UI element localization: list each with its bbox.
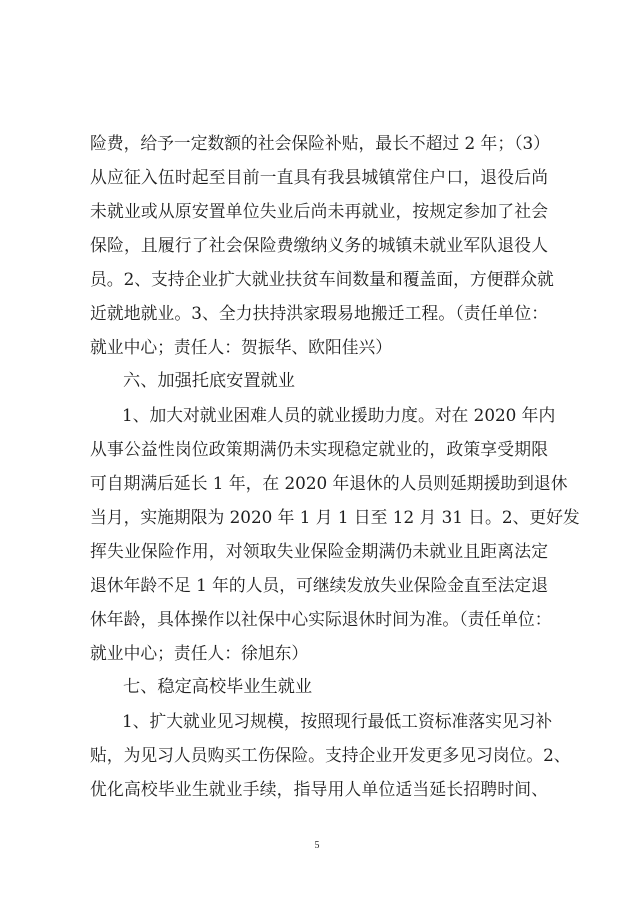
document-body: [90, 126, 580, 806]
text-line: 优化高校毕业生就业手续，指导用人单位适当延长招聘时间、: [90, 779, 548, 799]
text-line: 休年龄，具体操作以社保中心实际退休时间为准。（责任单位：: [90, 609, 552, 629]
text-line: 近就地就业。3、全力扶持洪家瑕易地搬迁工程。（责任单位：: [90, 303, 548, 323]
text-line: 退休年龄不足 1 年的人员，可继续发放失业保险金直至法定退: [90, 575, 548, 595]
text-line: 从事公益性岗位政策期满仍未实现稳定就业的，政策享受期限: [90, 439, 548, 459]
text-line: 员。2、支持企业扩大就业扶贫车间数量和覆盖面，方便群众就: [90, 269, 554, 289]
text-line: 1、扩大就业见习规模，按照现行最低工资标准落实见习补: [122, 711, 553, 731]
text-line: 险费，给予一定数额的社会保险补贴，最长不超过 2 年；（3）: [90, 133, 550, 153]
text-line: 未就业或从原安置单位失业后尚未再就业，按规定参加了社会: [90, 201, 548, 221]
text-line: 贴，为见习人员购买工伤保险。支持企业开发更多见习岗位。2、: [90, 745, 571, 765]
section5-paragraph: [90, 126, 554, 364]
text-line: 可自期满后延长 1 年，在 2020 年退休的人员则延期援助到退休: [90, 473, 568, 493]
text-line: 就业中心；责任人：徐旭东）: [90, 643, 309, 663]
text-line: 就业中心；责任人：贺振华、欧阳佳兴）: [90, 337, 393, 357]
text-line: 当月，实施期限为 2020 年 1 月 1 日至 12 月 31 日。2、更好发: [90, 507, 580, 527]
text-line: 挥失业保险作用，对领取失业保险金期满仍未就业且距离法定: [90, 541, 548, 561]
section6-paragraph: [90, 398, 580, 670]
page-number: 5: [314, 840, 320, 851]
text-line: 1、加大对就业困难人员的就业援助力度。对在 2020 年内: [122, 405, 556, 425]
text-line: 从应征入伍时起至目前一直具有我县城镇常住户口，退役后尚: [90, 167, 548, 187]
section-heading-6: 六、加强托底安置就业: [123, 371, 295, 391]
text-line: 保险，且履行了社会保险费缴纳义务的城镇未就业军队退役人: [90, 235, 548, 255]
section7-paragraph: [90, 704, 571, 806]
section-heading-7: 七、稳定高校毕业生就业: [123, 677, 313, 697]
